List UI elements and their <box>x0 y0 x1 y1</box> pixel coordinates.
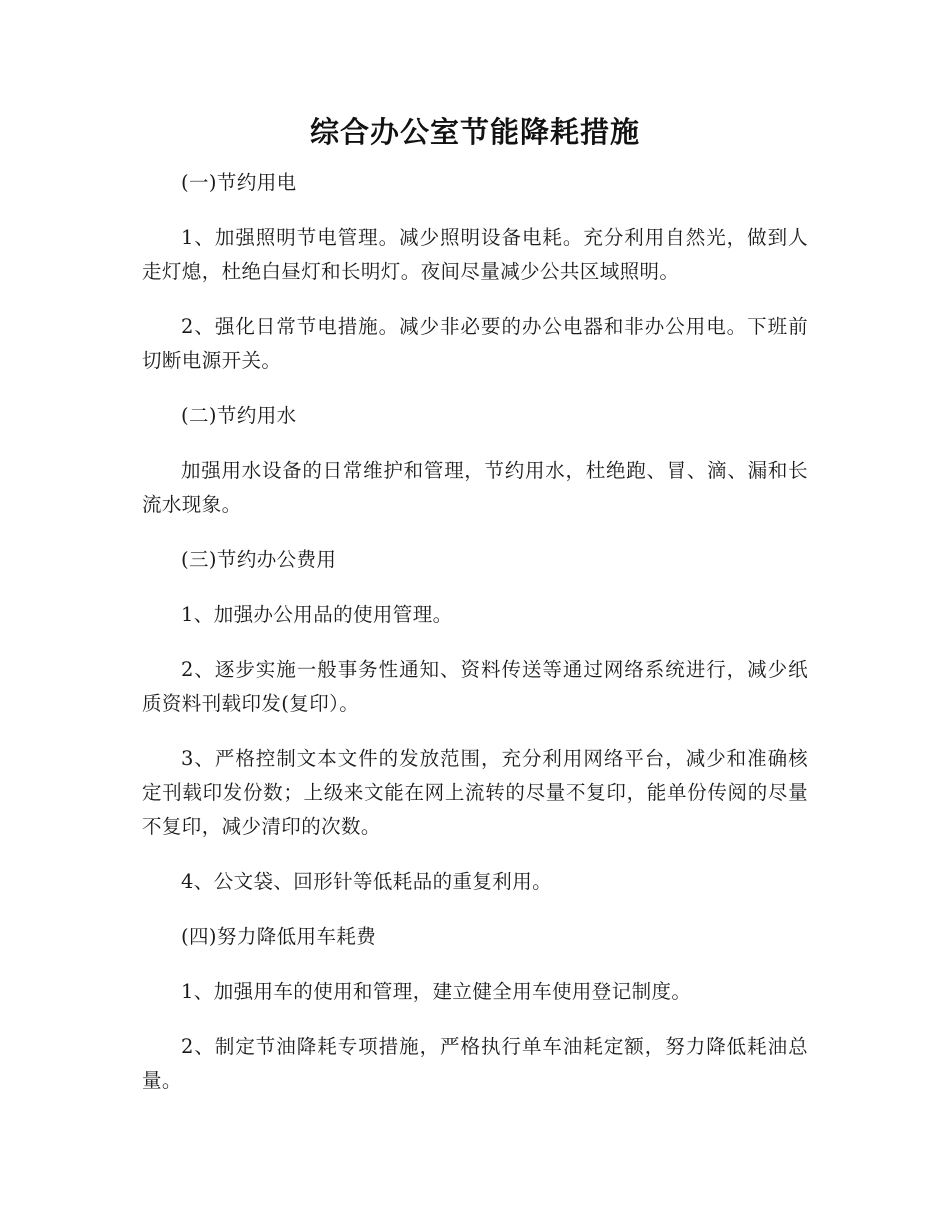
paragraph: 1、加强照明节电管理。减少照明设备电耗。充分利用自然光，做到人走灯熄，杜绝白昼灯和长明灯。夜间尽量减少公共区域照明。 <box>142 226 808 283</box>
paragraph: 3、严格控制文本文件的发放范围，充分利用网络平台，减少和准确核定刊载印发份数；上级来文能在网上流转的尽量不复印，能单份传阅的尽量不复印，减少清印的次数。 <box>142 747 808 838</box>
paragraph: 2、逐步实施一般事务性通知、资料传送等通过网络系统进行，减少纸质资料刊载印发(复印）。 <box>142 658 808 715</box>
section-heading-office-expenses: (三)节约办公费用 <box>181 548 337 571</box>
section-heading-electricity: (一)节约用电 <box>181 171 297 194</box>
paragraph: 2、强化日常节电措施。减少非必要的办公电器和非办公用电。下班前切断电源开关。 <box>142 315 808 372</box>
paragraph: 1、加强用车的使用和管理，建立健全用车使用登记制度。 <box>181 980 692 1003</box>
document-title: 综合办公室节能降耗措施 <box>309 115 640 149</box>
paragraph: 2、制定节油降耗专项措施，严格执行单车油耗定额，努力降低耗油总量。 <box>142 1035 808 1092</box>
section-heading-vehicle-costs: (四)努力降低用车耗费 <box>181 925 377 948</box>
paragraph: 加强用水设备的日常维护和管理，节约用水，杜绝跑、冒、滴、漏和长流水现象。 <box>142 459 808 516</box>
document-page <box>142 112 808 1119</box>
section-heading-water: (二)节约用水 <box>181 404 297 427</box>
paragraph: 1、加强办公用品的使用管理。 <box>181 603 453 626</box>
paragraph: 4、公文袋、回形针等低耗品的重复利用。 <box>181 870 553 893</box>
